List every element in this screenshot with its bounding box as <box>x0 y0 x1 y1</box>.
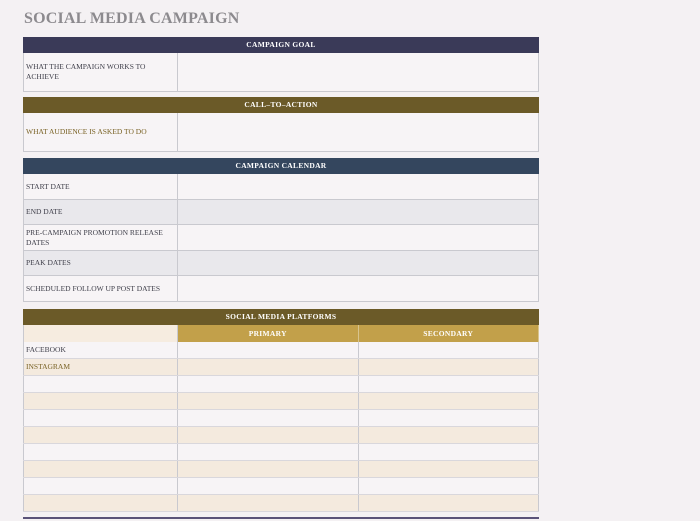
primary-cell[interactable] <box>178 376 359 392</box>
primary-cell[interactable] <box>178 359 359 375</box>
page-title: SOCIAL MEDIA CAMPAIGN <box>24 10 240 27</box>
platform-row <box>23 342 539 359</box>
platform-row <box>23 410 539 427</box>
primary-column-header: PRIMARY <box>178 325 359 342</box>
secondary-cell[interactable] <box>359 410 540 426</box>
platform-name[interactable]: INSTAGRAM <box>23 359 178 375</box>
primary-cell[interactable] <box>178 478 359 494</box>
platform-name[interactable] <box>23 393 178 409</box>
platform-row <box>23 376 539 393</box>
calendar-row <box>23 225 539 251</box>
end-date-field[interactable] <box>178 200 539 224</box>
bottom-border <box>23 517 539 519</box>
follow-up-dates-field[interactable] <box>178 276 539 301</box>
calendar-row <box>23 251 539 276</box>
calendar-row-label: START DATE <box>24 174 178 199</box>
platforms-section <box>23 309 539 512</box>
platform-row <box>23 478 539 495</box>
cta-row <box>23 113 539 152</box>
calendar-row-label: SCHEDULED FOLLOW UP POST DATES <box>24 276 178 301</box>
platform-row <box>23 359 539 376</box>
platform-name[interactable] <box>23 427 178 443</box>
secondary-cell[interactable] <box>359 427 540 443</box>
platform-name[interactable] <box>23 444 178 460</box>
pre-campaign-dates-field[interactable] <box>178 225 539 250</box>
cta-field[interactable] <box>178 113 539 151</box>
platforms-column-header-row <box>23 325 539 342</box>
secondary-cell[interactable] <box>359 495 540 511</box>
primary-cell[interactable] <box>178 393 359 409</box>
platform-name[interactable] <box>23 478 178 494</box>
platforms-corner-cell <box>23 325 178 342</box>
platform-row <box>23 495 539 512</box>
primary-cell[interactable] <box>178 410 359 426</box>
platform-name[interactable] <box>23 461 178 477</box>
calendar-row-label: END DATE <box>24 200 178 224</box>
campaign-goal-row <box>23 53 539 92</box>
secondary-cell[interactable] <box>359 461 540 477</box>
calendar-row-label: PEAK DATES <box>24 251 178 275</box>
cta-section <box>23 97 539 152</box>
calendar-row <box>23 200 539 225</box>
secondary-cell[interactable] <box>359 342 540 358</box>
campaign-goal-header: CAMPAIGN GOAL <box>23 37 539 53</box>
platform-row <box>23 461 539 478</box>
peak-dates-field[interactable] <box>178 251 539 275</box>
campaign-goal-field[interactable] <box>178 53 539 91</box>
primary-cell[interactable] <box>178 461 359 477</box>
platform-row <box>23 444 539 461</box>
campaign-goal-section <box>23 37 539 92</box>
secondary-cell[interactable] <box>359 376 540 392</box>
cta-label: WHAT AUDIENCE IS ASKED TO DO <box>24 113 178 151</box>
secondary-cell[interactable] <box>359 444 540 460</box>
primary-cell[interactable] <box>178 342 359 358</box>
secondary-column-header: SECONDARY <box>359 325 540 342</box>
primary-cell[interactable] <box>178 427 359 443</box>
platforms-header: SOCIAL MEDIA PLATFORMS <box>23 309 539 325</box>
calendar-row <box>23 174 539 200</box>
secondary-cell[interactable] <box>359 478 540 494</box>
platform-name[interactable]: FACEBOOK <box>23 342 178 358</box>
start-date-field[interactable] <box>178 174 539 199</box>
platform-row <box>23 427 539 444</box>
cta-header: CALL–TO–ACTION <box>23 97 539 113</box>
calendar-row <box>23 276 539 302</box>
campaign-calendar-header: CAMPAIGN CALENDAR <box>23 158 539 174</box>
campaign-calendar-section <box>23 158 539 302</box>
platform-row <box>23 393 539 410</box>
calendar-row-label: PRE-CAMPAIGN PROMOTION RELEASE DATES <box>24 225 178 250</box>
secondary-cell[interactable] <box>359 393 540 409</box>
platform-name[interactable] <box>23 376 178 392</box>
primary-cell[interactable] <box>178 444 359 460</box>
primary-cell[interactable] <box>178 495 359 511</box>
secondary-cell[interactable] <box>359 359 540 375</box>
platform-name[interactable] <box>23 495 178 511</box>
campaign-goal-label: WHAT THE CAMPAIGN WORKS TO ACHIEVE <box>24 53 178 91</box>
platform-name[interactable] <box>23 410 178 426</box>
